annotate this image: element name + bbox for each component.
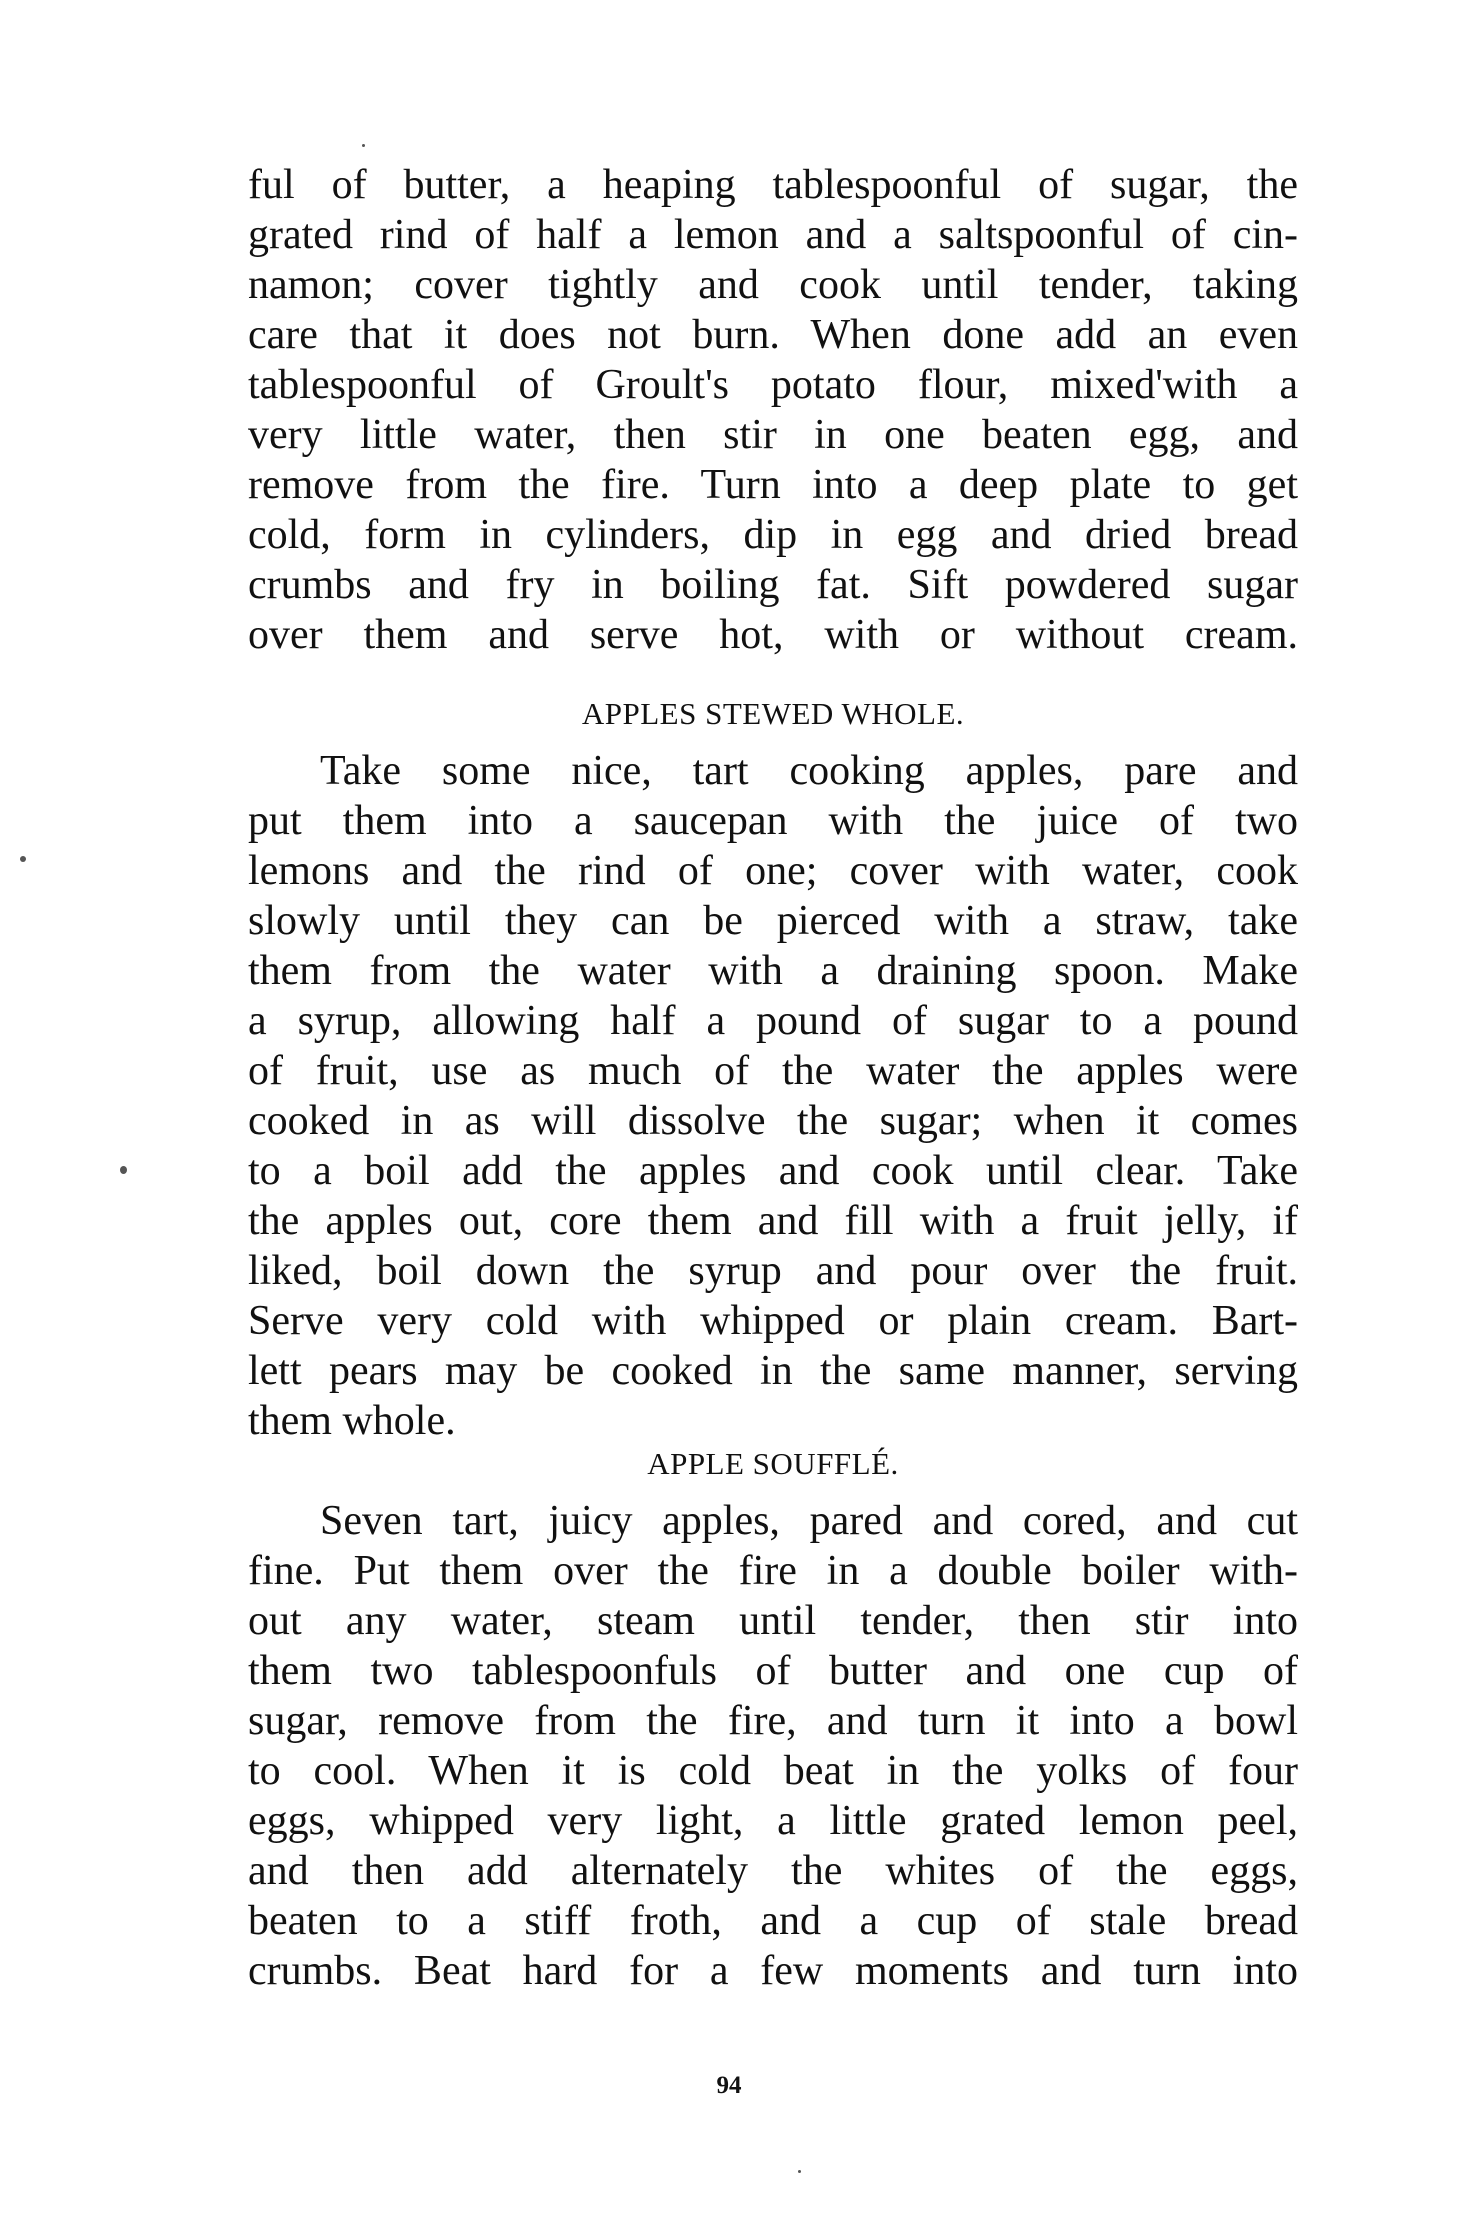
text-line: Take some nice, tart cooking apples, pare and xyxy=(320,748,1298,794)
text-line: and then add alternately the whites of the eggs, xyxy=(248,1848,1298,1894)
text-line: cooked in as will dissolve the sugar; when it comes xyxy=(248,1098,1298,1144)
text-line: beaten to a stiff froth, and a cup of stale bread xyxy=(248,1898,1298,1944)
text-line: care that it does not burn. When done add an even xyxy=(248,312,1298,358)
text-line: remove from the fire. Turn into a deep plate to get xyxy=(248,462,1298,508)
page-number: 94 xyxy=(716,2072,742,2099)
recipe-paragraph xyxy=(248,1496,1298,1996)
text-line: Seven tart, juicy apples, pared and cored, and cut xyxy=(320,1498,1298,1544)
intro-paragraph xyxy=(248,160,1298,660)
text-line: grated rind of half a lemon and a saltspoonful of cin- xyxy=(248,212,1298,258)
text-line: lett pears may be cooked in the same manner, serving xyxy=(248,1348,1298,1394)
text-line: eggs, whipped very light, a little grated lemon peel, xyxy=(248,1798,1298,1844)
recipe-paragraph xyxy=(248,746,1298,1446)
text-line: fine. Put them over the fire in a double boiler with- xyxy=(248,1548,1298,1594)
text-line: put them into a saucepan with the juice of two xyxy=(248,798,1298,844)
section-heading: APPLE SOUFFLÉ. xyxy=(647,1446,899,1481)
text-line: them whole. xyxy=(248,1398,456,1444)
text-line: out any water, steam until tender, then stir into xyxy=(248,1598,1298,1644)
scan-speck xyxy=(120,1166,127,1174)
text-line: of fruit, use as much of the water the apples were xyxy=(248,1048,1298,1094)
text-line: ful of butter, a heaping tablespoonful of sugar, the xyxy=(248,162,1298,208)
text-line: tablespoonful of Groult's potato flour, mixed'with a xyxy=(248,362,1298,408)
text-line: slowly until they can be pierced with a straw, take xyxy=(248,898,1298,944)
text-line: over them and serve hot, with or without cream. xyxy=(248,612,1298,658)
scan-speck xyxy=(362,144,365,147)
text-line: them from the water with a draining spoon. Make xyxy=(248,948,1298,994)
text-line: crumbs and fry in boiling fat. Sift powdered sugar xyxy=(248,562,1298,608)
text-line: lemons and the rind of one; cover with water, cook xyxy=(248,848,1298,894)
text-line: sugar, remove from the fire, and turn it into a bowl xyxy=(248,1698,1298,1744)
text-line: them two tablespoonfuls of butter and one cup of xyxy=(248,1648,1298,1694)
text-line: namon; cover tightly and cook until tender, taking xyxy=(248,262,1298,308)
text-line: to cool. When it is cold beat in the yolks of four xyxy=(248,1748,1298,1794)
text-line: a syrup, allowing half a pound of sugar to a pound xyxy=(248,998,1298,1044)
scan-speck xyxy=(798,2170,801,2173)
text-line: the apples out, core them and fill with a fruit jelly, if xyxy=(248,1198,1298,1244)
text-line: Serve very cold with whipped or plain cream. Bart- xyxy=(248,1298,1298,1344)
text-line: to a boil add the apples and cook until clear. Take xyxy=(248,1148,1298,1194)
text-line: liked, boil down the syrup and pour over the fruit. xyxy=(248,1248,1298,1294)
text-line: crumbs. Beat hard for a few moments and turn into xyxy=(248,1948,1298,1994)
text-line: cold, form in cylinders, dip in egg and dried bread xyxy=(248,512,1298,558)
scan-speck xyxy=(20,856,26,862)
text-line: very little water, then stir in one beaten egg, and xyxy=(248,412,1298,458)
section-heading: APPLES STEWED WHOLE. xyxy=(581,696,965,731)
